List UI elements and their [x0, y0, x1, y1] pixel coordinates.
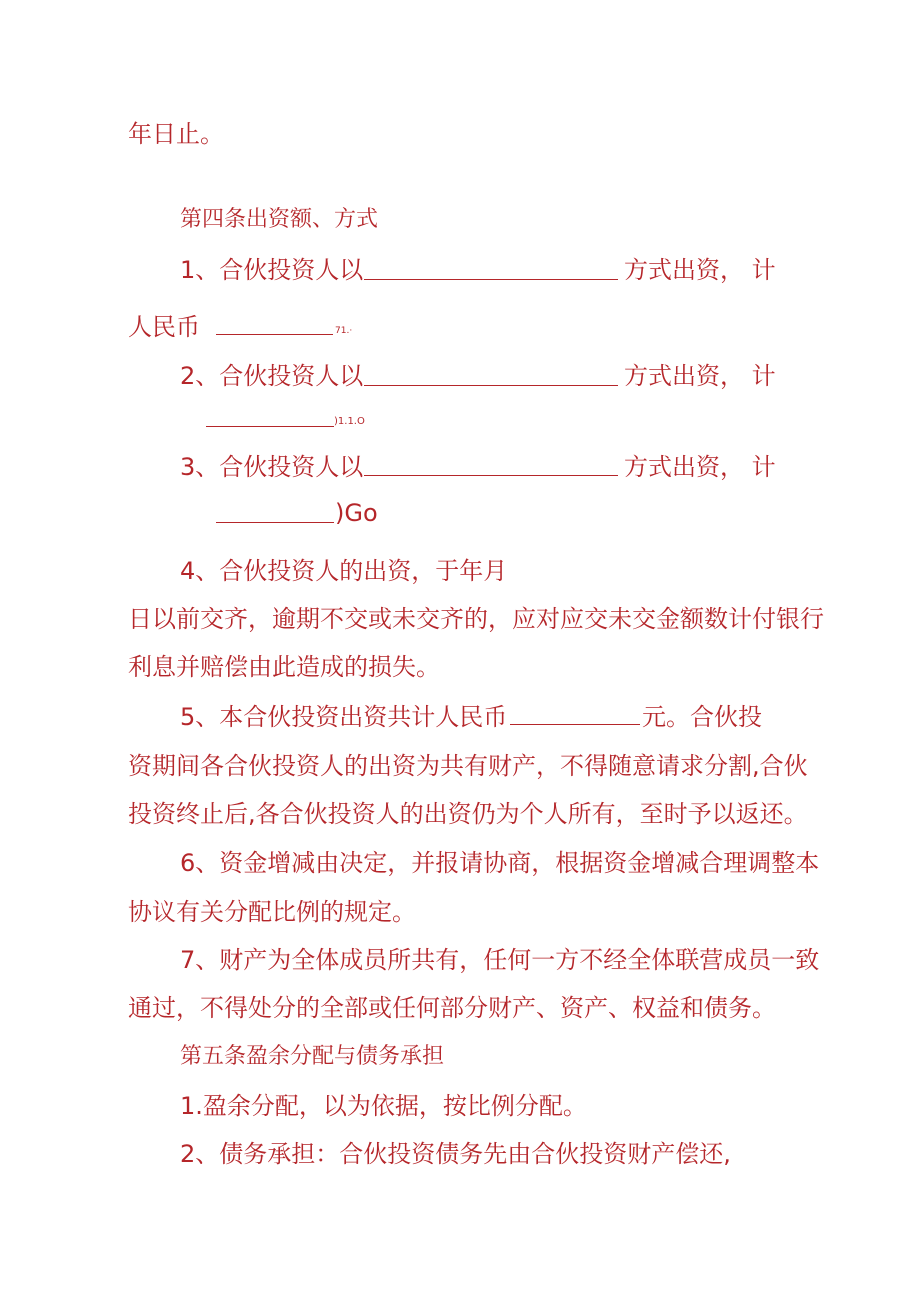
- item-4-line-2: 日以前交齐，逾期不交或未交齐的，应对应交未交金额数计付银行: [128, 605, 824, 633]
- item-2-label: 2、合伙投资人以: [180, 362, 364, 390]
- item-1-label: 1、合伙投资人以: [180, 256, 364, 284]
- item-5-line-2: 资期间各合伙投资人的出资为共有财产，不得随意请求分割,合伙: [128, 752, 808, 780]
- item-2-amount-blank: [206, 406, 334, 427]
- item-2-suffix: 方式出资， 计: [624, 362, 776, 390]
- item-3-label: 3、合伙投资人以: [180, 453, 364, 481]
- item-1-method-blank: [364, 257, 618, 280]
- item-3-amount-blank: [216, 500, 334, 523]
- item-2-note: )1.1.O: [334, 416, 365, 427]
- item-1-suffix: 方式出资， 计: [624, 256, 776, 284]
- item-6-line-2: 协议有关分配比例的规定。: [128, 898, 416, 926]
- item-4-line-1: 4、合伙投资人的出资，于年月: [180, 557, 508, 585]
- item-1-note: 71.·: [335, 326, 353, 336]
- item-7-line-2: 通过，不得处分的全部或任何部分财产、资产、权益和债务。: [128, 994, 776, 1022]
- debt-assumption: 2、债务承担：合伙投资债务先由合伙投资财产偿还,: [180, 1140, 731, 1168]
- section-heading-5: 第五条盈余分配与债务承担: [180, 1044, 445, 1069]
- item-5-label: 5、本合伙投资出资共计人民币: [180, 703, 508, 731]
- item-4-line-3: 利息并赔偿由此造成的损失。: [128, 653, 440, 681]
- section-heading-4: 第四条出资额、方式: [180, 207, 379, 232]
- item-5-line-3: 投资终止后,各合伙投资人的出资仍为个人所有，至时予以返还。: [128, 800, 808, 828]
- profit-distribution: 1.盈余分配，以为依据，按比例分配。: [180, 1092, 587, 1120]
- item-5-total-blank: [510, 702, 640, 725]
- item-3-method-blank: [364, 453, 618, 476]
- item-7-line-1: 7、财产为全体成员所共有，任何一方不经全体联营成员一致: [180, 946, 820, 974]
- item-3-suffix: 方式出资， 计: [624, 453, 776, 481]
- item-1-currency: 人民币: [128, 313, 200, 341]
- item-5-suffix: 元。合伙投: [642, 703, 762, 731]
- item-3-note: )Go: [335, 499, 378, 527]
- item-2-method-blank: [364, 363, 618, 386]
- text-line: 年日止。: [128, 120, 224, 148]
- item-1-amount-blank: [216, 312, 333, 335]
- item-6-line-1: 6、资金增减由决定，并报请协商，根据资金增减合理调整本: [180, 849, 820, 877]
